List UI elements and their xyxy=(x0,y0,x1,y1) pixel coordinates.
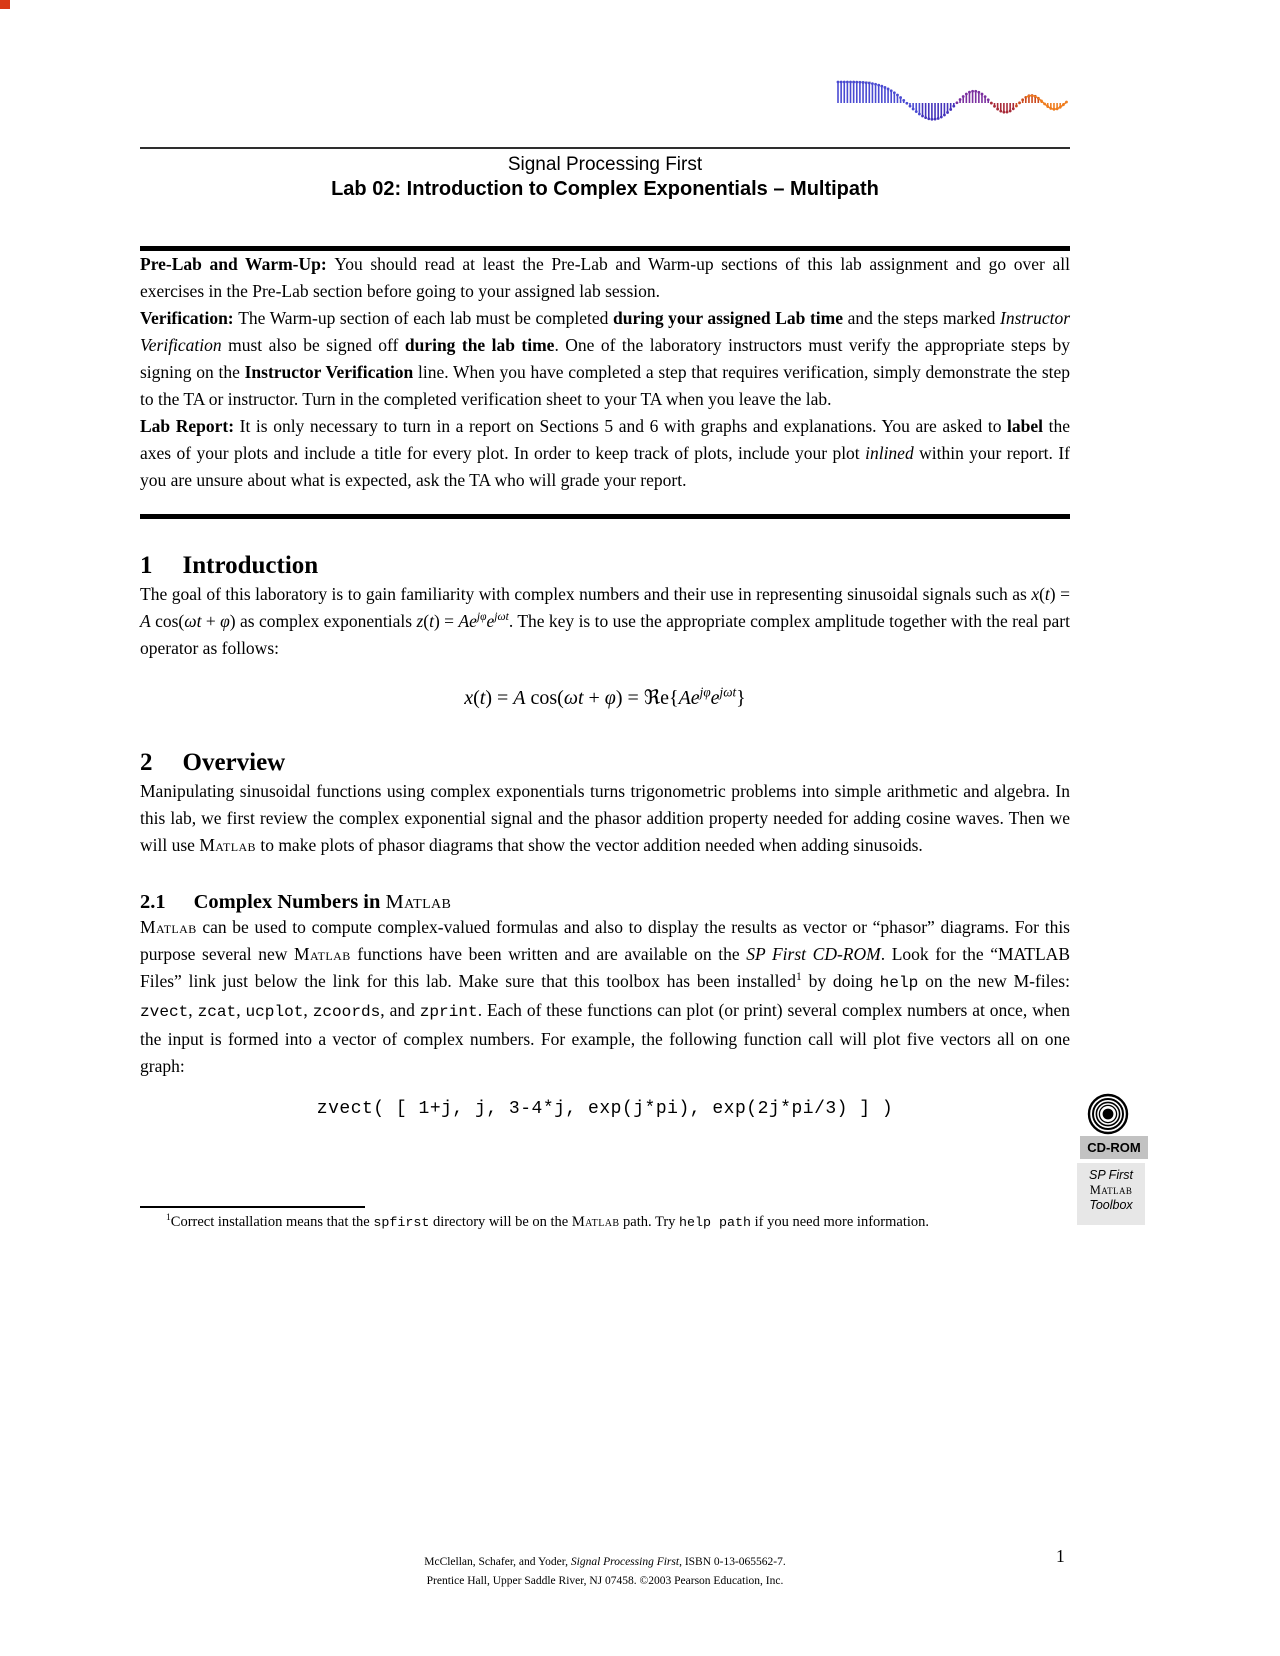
subsection-2-1-heading xyxy=(140,890,1070,914)
footer-citation-line1: McClellan, Schafer, and Yoder, Signal Processing First, ISBN 0-13-065562-7. xyxy=(424,1556,786,1568)
prelab-paragraph: Pre-Lab and Warm-Up: You should read at least the Pre-Lab and Warm-up sections of this lab assignment and go over all exercises in the Pre-Lab section before going to your assigned lab session. xyxy=(140,254,1070,301)
section-1-heading xyxy=(140,551,1070,581)
intro-paragraph: The goal of this laboratory is to gain familiarity with complex numbers and their use in representing sinusoidal signals such as x(t) = A cos(ωt + φ) as complex exponentials $z(t) = Ae^{j\varphi}e^{j\omega t}$. The key is to use the appropriate complex amplitude together with the real part operator as follows: xyxy=(140,584,1070,658)
section-number: 2 xyxy=(140,749,153,776)
section-divider-mid xyxy=(140,514,1070,519)
toolbox-line: Toolbox xyxy=(1089,1198,1133,1212)
footer-citation xyxy=(140,1553,1070,1591)
toolbox-line: Matlab xyxy=(1089,1183,1133,1197)
equation: x(t) = A $\cos(\omega t + \varphi) = ℜe\{Ae^{j\varphi}e^{j\omega t}\}$ xyxy=(464,684,746,709)
cdrom-icon xyxy=(1086,1092,1130,1136)
toolbox-line: SP First xyxy=(1089,1168,1133,1182)
page-number: 1 xyxy=(1056,1546,1065,1566)
page-content xyxy=(140,0,1070,1234)
section-title: Overview xyxy=(182,749,286,776)
cdrom-label: CD-ROM xyxy=(1080,1136,1148,1159)
section-number: 1 xyxy=(140,552,153,579)
section-title: Introduction xyxy=(182,552,319,579)
code-example: zvect( [ 1+j, j, 3-4*j, exp(j*pi), exp(2j*pi/3) ] ) xyxy=(316,1099,894,1119)
subsection-number: 2.1 xyxy=(140,891,166,913)
verification-paragraph: Verification: The Warm-up section of each lab must be completed during your assigned Lab time and the steps marked Instructor Verification must also be signed off during the lab time. One of the laboratory instructors must verify the appropriate steps by signing on the Instructor Verification line. When you have completed a step that requires verification, simply demonstrate the step to the TA or instructor. Turn in the completed verification sheet to your TA when you leave the lab. xyxy=(140,308,1071,409)
matlab-paragraph: Matlab can be used to compute complex-valued formulas and also to display the results as vector or “phasor” diagrams. For this purpose several new Matlab functions have been written and are available on the SP First CD-ROM. Look for the “MATLAB Files” link just below the link for this lab. Make sure that this toolbox has been installed$^1$ by doing help on the new M-files: zvect, zcat, ucplot, zcoords, and zprint. Each of these functions can plot (or print) several complex numbers at once, when the input is formed into a vector of complex numbers. For example, the following function call will plot five vectors all on one graph: xyxy=(140,917,1070,1076)
toolbox-badge xyxy=(1077,1163,1145,1225)
lab-title: Lab 02: Introduction to Complex Exponentials – Multipath xyxy=(331,178,879,200)
header-rule xyxy=(140,147,1070,149)
subsection-title: Complex Numbers in Matlab xyxy=(193,891,452,913)
course-title: Signal Processing First xyxy=(507,154,703,175)
section-2-heading xyxy=(140,748,1070,778)
footnote-text: $^1$Correct installation means that the spfirst directory will be on the Matlab path. Try help path if you need more information. xyxy=(166,1212,929,1231)
overview-paragraph: Manipulating sinusoidal functions using complex exponentials turns trigonometric problems into simple arithmetic and algebra. In this lab, we first review the complex exponential signal and the phasor addition property needed for adding cosine waves. Then we will use Matlab to make plots of phasor diagrams that show the vector addition needed when adding sinusoids. xyxy=(140,781,1070,855)
corner-artifact xyxy=(0,0,10,9)
footnote-rule xyxy=(140,1206,365,1208)
lab-report-paragraph: Lab Report: It is only necessary to turn in a report on Sections 5 and 6 with graphs and explanations. You are asked to label the axes of your plots and include a title for every plot. In order to keep track of plots, include your plot inlined within your report. If you are unsure about what is expected, ask the TA who will grade your report. xyxy=(140,416,1070,490)
footer-citation-line2: Prentice Hall, Upper Saddle River, NJ 07458. ©2003 Pearson Education, Inc. xyxy=(426,1575,784,1587)
